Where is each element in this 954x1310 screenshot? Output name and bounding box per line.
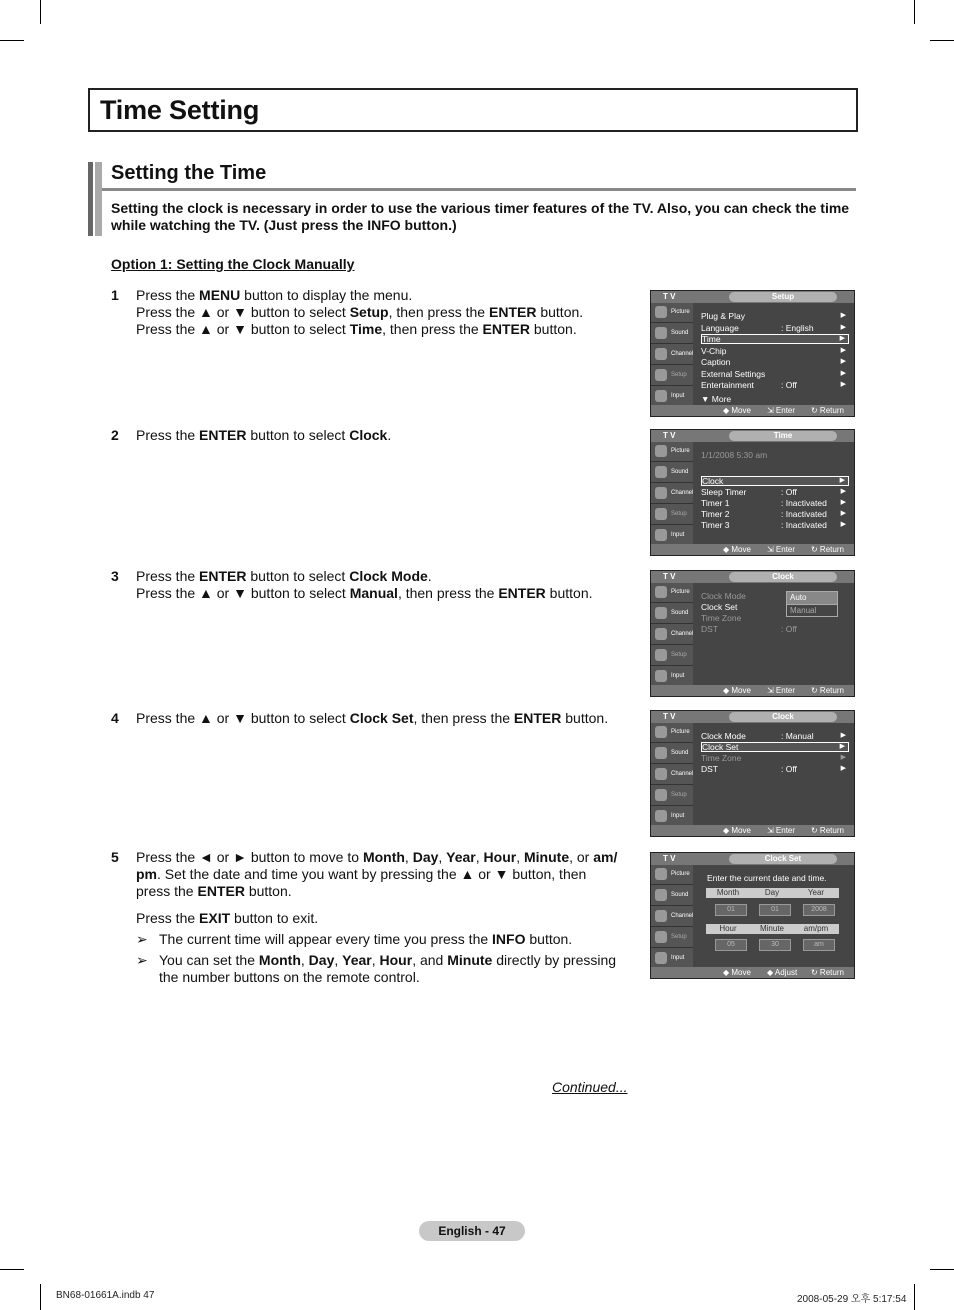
tv-footer-hint: ↻ Return <box>811 406 844 415</box>
tv-sidebar-label: Input <box>671 532 685 538</box>
tv-sidebar-item-setup <box>651 928 693 948</box>
tv-sidebar-item-channel <box>651 765 693 785</box>
page-title: Time Setting <box>100 95 260 125</box>
step-line: Press the ▲ or ▼ button to select Setup, then press the ENTER button. <box>136 304 584 320</box>
tv-menu-row <box>701 753 849 763</box>
continued-link[interactable]: Continued... <box>552 1079 628 1095</box>
channel-icon <box>655 348 667 360</box>
tv-menu-row <box>701 509 849 519</box>
tv-screen-clock-set-select <box>650 710 855 837</box>
tv-menu-title: Setup <box>729 292 837 302</box>
sound-icon <box>655 607 667 619</box>
tv-footer-hint: ⇲ Enter <box>767 686 796 695</box>
tv-row-label: Clock Mode <box>701 591 746 601</box>
note-arrow-icon: ➢ <box>136 931 148 947</box>
tv-row-label: Time <box>702 334 721 344</box>
tv-sidebar-item-channel <box>651 484 693 504</box>
tv-sidebar-item-channel <box>651 625 693 645</box>
tv-date-header <box>706 888 839 898</box>
section-title: Setting the Time <box>111 162 267 184</box>
tv-header <box>651 430 854 442</box>
tv-row-label: Timer 3 <box>701 520 730 530</box>
tv-sidebar-label: Channel <box>671 631 694 637</box>
tv-sidebar-item-setup <box>651 505 693 525</box>
tv-menu-row <box>701 346 849 356</box>
tv-sidebar-item-picture <box>651 442 693 462</box>
tv-clock-mode-popup <box>786 591 838 617</box>
tv-sidebar-item-sound <box>651 463 693 483</box>
note-arrow-icon: ➢ <box>136 952 148 968</box>
tv-row-arrow-icon: ▶ <box>840 381 846 388</box>
sound-icon <box>655 889 667 901</box>
section-underline <box>102 188 856 191</box>
section-intro: Setting the clock is necessary in order to use the various timer features of the TV. Also, you can check the time while watching the TV. (Just press the INFO button.) <box>111 200 850 233</box>
step-number: 2 <box>111 427 119 443</box>
channel-icon <box>655 910 667 922</box>
tv-menu-row <box>701 476 849 486</box>
tv-footer <box>651 967 854 978</box>
tv-sidebar-item-input <box>651 387 693 407</box>
tv-sidebar-item-setup <box>651 786 693 806</box>
tv-menu-row <box>701 357 849 367</box>
tv-row-arrow-icon: ▶ <box>840 358 846 365</box>
tv-sidebar <box>651 303 693 406</box>
tv-sidebar-label: Setup <box>671 652 687 658</box>
tv-row-label: Plug & Play <box>701 311 745 321</box>
tv-menu-row <box>701 742 849 752</box>
step-number: 4 <box>111 710 119 726</box>
crop-mark <box>0 40 24 41</box>
tv-field-label: am/pm <box>803 924 829 933</box>
input-icon <box>655 810 667 822</box>
exit-instruction: Press the EXIT button to exit. <box>136 910 319 926</box>
tv-row-value: : Off <box>781 487 797 497</box>
picture-icon <box>655 726 667 738</box>
tv-footer-hint: ◆ Adjust <box>767 968 798 977</box>
tv-row-label: Clock <box>702 476 724 486</box>
tv-row-label: Entertainment <box>701 380 754 390</box>
tv-header <box>651 571 854 583</box>
note-item: ➢ The current time will appear every time you press the INFO button. <box>136 931 573 947</box>
tv-menu-title: Clock <box>729 712 837 722</box>
step-line: Press the ◄ or ► button to move to Month, Day, Year, Hour, Minute, or am/ pm. Set the date and time you want by pressing the ▲ or ▼ button, then press the ENTER button. <box>136 849 618 899</box>
tv-menu-row <box>701 764 849 774</box>
tv-row-value: : Off <box>781 624 797 634</box>
tv-row-arrow-icon: ▶ <box>840 499 846 506</box>
tv-row-arrow-icon: ▶ <box>840 510 846 517</box>
tv-menu-row <box>701 520 849 530</box>
tv-footer-hint: ⇲ Enter <box>767 826 796 835</box>
tv-row-label: External Settings <box>701 368 766 379</box>
picture-icon <box>655 445 667 457</box>
tv-sidebar-label: Sound <box>671 750 689 756</box>
tv-sidebar-item-input <box>651 949 693 969</box>
step-line: Press the ENTER button to select Clock. <box>136 427 392 443</box>
tv-row-value: : Inactivated <box>781 509 827 519</box>
tv-field-label: Hour <box>719 924 737 933</box>
tv-sidebar-label: Picture <box>671 871 690 877</box>
tv-sidebar-item-sound <box>651 324 693 344</box>
tv-row-label: Language <box>701 322 739 333</box>
tv-row-label: DST <box>701 764 718 774</box>
footer-file: BN68-01661A.indb 47 <box>56 1290 155 1301</box>
tv-sidebar-label: Sound <box>671 469 689 475</box>
tv-popup-option: Auto <box>787 592 837 604</box>
step-number: 1 <box>111 287 119 303</box>
tv-menu-title: Time <box>729 431 837 441</box>
tv-row-arrow-icon: ▶ <box>840 369 846 377</box>
tv-header <box>651 291 854 303</box>
tv-screen-setup <box>650 290 855 417</box>
tv-sidebar-item-picture <box>651 303 693 323</box>
tv-row-arrow-icon: ▶ <box>840 323 846 331</box>
tv-label: T V <box>663 854 676 863</box>
tv-row-label: Timer 1 <box>701 498 730 508</box>
tv-sidebar-label: Channel <box>671 913 694 919</box>
tv-date-value: 2008 <box>803 904 835 916</box>
tv-sidebar-item-setup <box>651 646 693 666</box>
step-5-extra <box>111 910 621 990</box>
picture-icon <box>655 868 667 880</box>
tv-sidebar-item-sound <box>651 744 693 764</box>
tv-field-label: Minute <box>759 924 784 933</box>
crop-mark <box>40 1284 41 1310</box>
step-number: 5 <box>111 849 119 865</box>
tv-header <box>651 853 854 865</box>
tv-more-item: ▼ More <box>701 393 732 404</box>
tv-menu-title: Clock <box>729 572 837 582</box>
tv-row-value: : Off <box>781 380 797 390</box>
tv-footer <box>651 685 854 696</box>
crop-mark <box>930 1269 954 1270</box>
tv-sidebar-label: Picture <box>671 589 690 595</box>
tv-sidebar-label: Setup <box>671 934 687 940</box>
step-2 <box>111 427 621 444</box>
tv-row-arrow-icon: ▶ <box>839 477 845 484</box>
crop-mark <box>914 1284 915 1310</box>
tv-footer <box>651 544 854 555</box>
tv-footer-hint: ⇲ Enter <box>767 406 796 415</box>
tv-sidebar-label: Setup <box>671 511 687 517</box>
setup-icon <box>655 369 667 381</box>
tv-row-value: : Inactivated <box>781 498 827 508</box>
tv-row-value: : Manual <box>781 731 814 741</box>
tv-footer-hint: ⇲ Enter <box>767 545 796 554</box>
tv-sidebar-label: Sound <box>671 892 689 898</box>
tv-row-arrow-icon: ▶ <box>840 732 846 739</box>
tv-footer-hint: ↻ Return <box>811 968 844 977</box>
tv-sidebar <box>651 442 693 545</box>
step-5 <box>111 849 621 900</box>
tv-row-arrow-icon: ▶ <box>840 754 846 761</box>
tv-footer-hint: ↻ Return <box>811 545 844 554</box>
tv-sidebar-label: Channel <box>671 490 694 496</box>
tv-sidebar-label: Input <box>671 673 685 679</box>
tv-menu-row <box>701 624 849 634</box>
tv-row-arrow-icon: ▶ <box>839 743 845 750</box>
tv-sidebar <box>651 865 693 968</box>
step-number: 3 <box>111 568 119 584</box>
tv-menu-row <box>701 369 849 379</box>
tv-footer-hint: ◆ Move <box>723 968 751 977</box>
tv-sidebar-label: Picture <box>671 309 690 315</box>
tv-row-arrow-icon: ▶ <box>840 312 846 319</box>
tv-footer-hint: ◆ Move <box>723 545 751 554</box>
tv-row-arrow-icon: ▶ <box>840 765 846 772</box>
tv-sidebar-label: Input <box>671 393 685 399</box>
tv-sidebar-item-input <box>651 526 693 546</box>
page-title-box <box>88 88 858 132</box>
tv-date-value: 01 <box>759 904 791 916</box>
setup-icon <box>655 508 667 520</box>
tv-label: T V <box>663 431 676 440</box>
crop-mark <box>0 1269 24 1270</box>
crop-mark <box>914 0 915 24</box>
tv-sidebar-label: Input <box>671 813 685 819</box>
tv-row-label: Clock Set <box>702 742 739 752</box>
tv-footer-hint: ◆ Move <box>723 686 751 695</box>
tv-label: T V <box>663 712 676 721</box>
input-icon <box>655 390 667 402</box>
tv-row-label: Caption <box>701 357 731 367</box>
tv-sidebar-item-input <box>651 667 693 687</box>
tv-time-value: 05 <box>715 939 747 951</box>
note-item: ➢ You can set the Month, Day, Year, Hour, and Minute directly by pressing the number buttons on the remote control. <box>136 952 617 985</box>
tv-footer-hint: ◆ Move <box>723 826 751 835</box>
step-1 <box>111 287 621 338</box>
sound-icon <box>655 327 667 339</box>
tv-row-arrow-icon: ▶ <box>840 521 846 528</box>
tv-footer-hint: ↻ Return <box>811 686 844 695</box>
picture-icon <box>655 586 667 598</box>
tv-sidebar-label: Sound <box>671 610 689 616</box>
tv-sidebar-item-sound <box>651 886 693 906</box>
tv-field-label: Day <box>764 888 780 897</box>
tv-menu-row <box>701 323 849 333</box>
step-line: Press the ▲ or ▼ button to select Time, then press the ENTER button. <box>136 321 577 337</box>
tv-menu-row <box>701 498 849 508</box>
channel-icon <box>655 487 667 499</box>
setup-icon <box>655 649 667 661</box>
tv-row-arrow-icon: ▶ <box>840 488 846 495</box>
tv-footer <box>651 825 854 836</box>
tv-popup-option: Manual <box>787 604 837 617</box>
tv-row-value: : Off <box>781 764 797 774</box>
tv-screen-time <box>650 429 855 556</box>
tv-sidebar-label: Setup <box>671 372 687 378</box>
step-line: Press the MENU button to display the menu. <box>136 287 413 303</box>
tv-footer-hint: ◆ Move <box>723 406 751 415</box>
input-icon <box>655 670 667 682</box>
tv-sidebar-label: Channel <box>671 771 694 777</box>
tv-screen-clock-set <box>650 852 855 979</box>
picture-icon <box>655 306 667 318</box>
notes-list <box>136 931 621 986</box>
channel-icon <box>655 628 667 640</box>
tv-row-label: DST <box>701 624 718 634</box>
tv-row-label: Clock Mode <box>701 731 746 741</box>
footer-timestamp: 2008-05-29 오후 5:17:54 <box>797 1294 907 1305</box>
step-line: Press the ENTER button to select Clock Mode. <box>136 568 432 584</box>
tv-row-value: : Inactivated <box>781 520 827 530</box>
step-line: Press the ▲ or ▼ button to select Clock Set, then press the ENTER button. <box>136 710 609 726</box>
tv-row-label: Time Zone <box>701 613 742 623</box>
tv-label: T V <box>663 572 676 581</box>
tv-sidebar-item-picture <box>651 583 693 603</box>
tv-sidebar <box>651 583 693 686</box>
tv-menu-title: Clock Set <box>729 854 837 864</box>
tv-row-label: Time Zone <box>701 753 742 763</box>
tv-menu-row <box>701 311 849 321</box>
step-4 <box>111 710 621 727</box>
tv-sidebar-item-sound <box>651 604 693 624</box>
tv-sidebar-item-channel <box>651 345 693 365</box>
tv-footer <box>651 405 854 416</box>
tv-sidebar-label: Channel <box>671 351 694 357</box>
tv-time-value: am <box>803 939 835 951</box>
setup-icon <box>655 931 667 943</box>
step-3 <box>111 568 621 602</box>
tv-row-label: Clock Set <box>701 602 738 612</box>
tv-sidebar <box>651 723 693 826</box>
tv-row-arrow-icon: ▶ <box>840 346 846 354</box>
tv-sidebar-item-setup <box>651 366 693 386</box>
channel-icon <box>655 768 667 780</box>
tv-sidebar-item-picture <box>651 723 693 743</box>
tv-sidebar-label: Setup <box>671 792 687 798</box>
tv-row-arrow-icon: ▶ <box>839 335 845 342</box>
page-number-badge: English - 47 <box>419 1221 525 1241</box>
tv-header <box>651 711 854 723</box>
tv-row-value: : English <box>781 322 814 333</box>
tv-current-time: 1/1/2008 5:30 am <box>701 450 768 460</box>
tv-sidebar-item-picture <box>651 865 693 885</box>
tv-time-header <box>706 924 839 934</box>
tv-sidebar-label: Picture <box>671 448 690 454</box>
input-icon <box>655 529 667 541</box>
tv-row-label: V-Chip <box>701 345 727 356</box>
tv-clockset-prompt: Enter the current date and time. <box>707 873 827 883</box>
crop-mark <box>40 0 41 24</box>
tv-field-label: Month <box>716 888 740 897</box>
tv-menu-row <box>701 334 849 344</box>
tv-footer-hint: ↻ Return <box>811 826 844 835</box>
crop-mark <box>930 40 954 41</box>
tv-sidebar-item-channel <box>651 907 693 927</box>
tv-sidebar-label: Input <box>671 955 685 961</box>
tv-field-label: Year <box>807 888 825 897</box>
input-icon <box>655 952 667 964</box>
tv-menu-row <box>701 731 849 741</box>
tv-menu-row <box>701 487 849 497</box>
tv-date-value: 01 <box>715 904 747 916</box>
tv-row-label: Sleep Timer <box>701 487 747 497</box>
sound-icon <box>655 466 667 478</box>
sound-icon <box>655 747 667 759</box>
option-heading: Option 1: Setting the Clock Manually <box>111 256 355 272</box>
tv-sidebar-item-input <box>651 807 693 827</box>
tv-sidebar-label: Picture <box>671 729 690 735</box>
tv-label: T V <box>663 292 676 301</box>
tv-time-value: 30 <box>759 939 791 951</box>
setup-icon <box>655 789 667 801</box>
step-line: Press the ▲ or ▼ button to select Manual, then press the ENTER button. <box>136 585 593 601</box>
tv-sidebar-label: Sound <box>671 330 689 336</box>
tv-screen-clock-mode <box>650 570 855 697</box>
tv-row-label: Timer 2 <box>701 509 730 519</box>
section-accent-bar <box>88 162 102 236</box>
tv-menu-row <box>701 380 849 390</box>
